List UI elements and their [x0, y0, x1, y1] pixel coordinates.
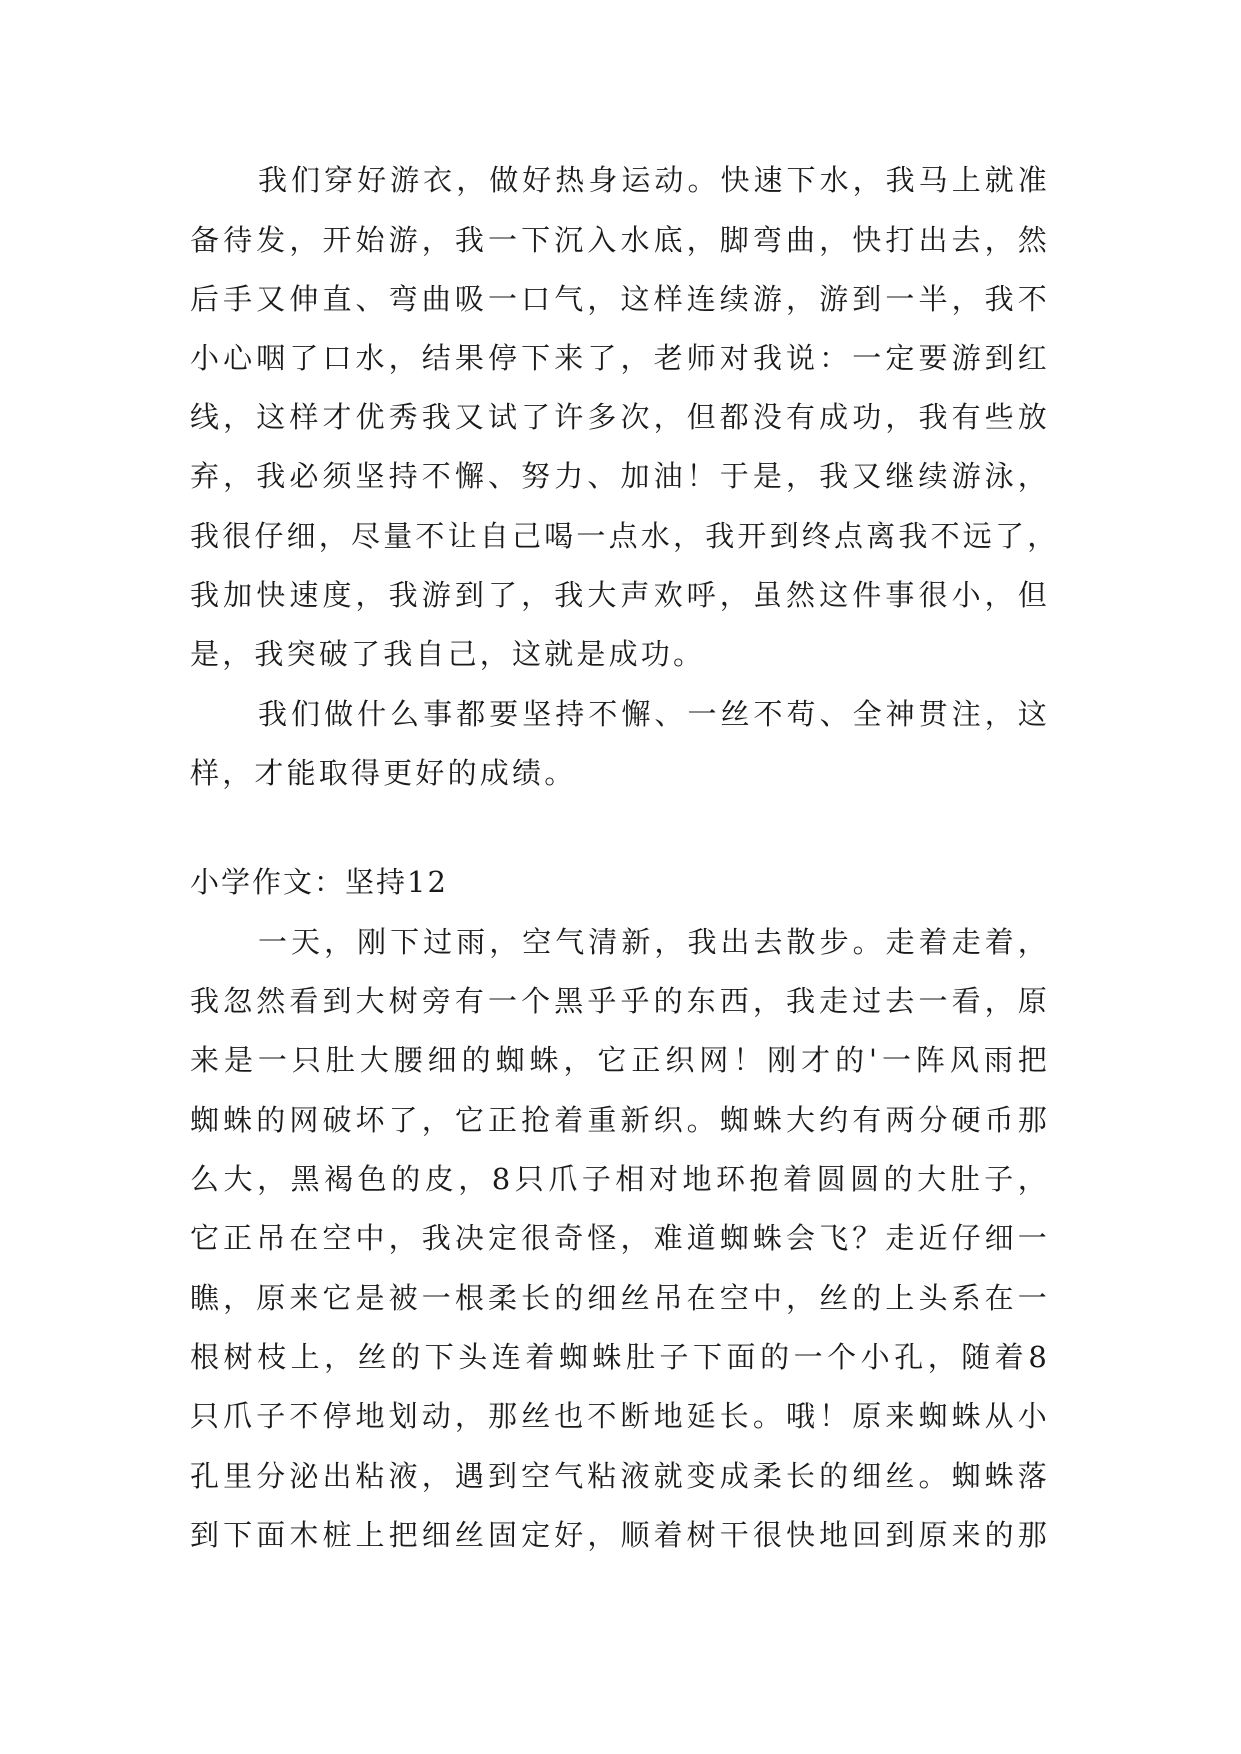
text-line: 来是一只肚大腰细的蜘蛛，它正织网！刚才的'一阵风雨把 — [190, 1043, 1050, 1077]
text-line: 是，我突破了我自己，这就是成功。 — [190, 637, 706, 671]
text-line: 后手又伸直、弯曲吸一口气，这样连续游，游到一半，我不 — [190, 282, 1050, 316]
text-line: 线，这样才优秀我又试了许多次，但都没有成功，我有些放 — [190, 400, 1050, 434]
text-line: 根树枝上，丝的下头连着蜘蛛肚子下面的一个小孔，随着8 — [190, 1340, 1050, 1374]
text-line: 瞧，原来它是被一根柔长的细丝吊在空中，丝的上头系在一 — [190, 1281, 1050, 1315]
text-line: 弃，我必须坚持不懈、努力、加油！于是，我又继续游泳， — [190, 459, 1050, 493]
text-line: 我忽然看到大树旁有一个黑乎乎的东西，我走过去一看，原 — [190, 984, 1050, 1018]
text-line: 一天，刚下过雨，空气清新，我出去散步。走着走着， — [258, 925, 1050, 959]
text-line: 我加快速度，我游到了，我大声欢呼，虽然这件事很小，但 — [190, 578, 1050, 612]
text-line: 么大，黑褐色的皮，8只爪子相对地环抱着圆圆的大肚子， — [190, 1162, 1050, 1196]
text-line: 到下面木桩上把细丝固定好，顺着树干很快地回到原来的那 — [190, 1518, 1050, 1552]
text-line: 它正吊在空中，我决定很奇怪，难道蜘蛛会飞？走近仔细一 — [190, 1221, 1050, 1255]
essay-heading: 小学作文：坚持12 — [190, 865, 448, 899]
text-line: 我很仔细，尽量不让自己喝一点水，我开到终点离我不远了， — [190, 519, 1060, 553]
text-line: 备待发，开始游，我一下沉入水底，脚弯曲，快打出去，然 — [190, 223, 1050, 257]
text-line: 我们穿好游衣，做好热身运动。快速下水，我马上就准 — [258, 163, 1050, 197]
text-line: 只爪子不停地划动，那丝也不断地延长。哦！原来蜘蛛从小 — [190, 1399, 1050, 1433]
text-line: 我们做什么事都要坚持不懈、一丝不苟、全神贯注，这 — [258, 697, 1050, 731]
text-line: 蜘蛛的网破坏了，它正抢着重新织。蜘蛛大约有两分硬币那 — [190, 1103, 1050, 1137]
text-line: 小心咽了口水，结果停下来了，老师对我说：一定要游到红 — [190, 341, 1050, 375]
text-line: 样，才能取得更好的成绩。 — [190, 756, 577, 790]
text-line: 孔里分泌出粘液，遇到空气粘液就变成柔长的细丝。蜘蛛落 — [190, 1459, 1050, 1493]
